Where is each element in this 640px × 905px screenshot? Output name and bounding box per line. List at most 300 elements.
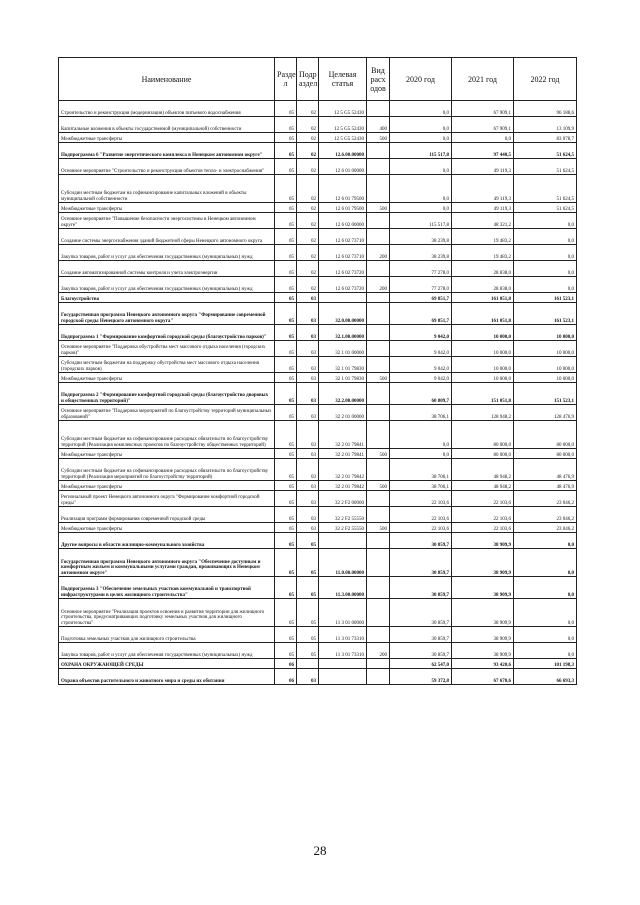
cell-vid <box>367 659 390 669</box>
table-row <box>59 481 577 491</box>
cell-target: 32 1 01 79830 <box>319 357 367 373</box>
cell-razdel: 05 <box>275 277 297 293</box>
cell-vid <box>367 459 390 481</box>
cell-razdel: 05 <box>275 325 297 341</box>
cell-2020: 0,0 <box>390 159 452 175</box>
cell-name: Закупка товаров, работ и услуг для обеспечения государственных (муниципальных) нужд <box>59 277 275 293</box>
cell-razdel: 05 <box>275 117 297 133</box>
cell-2022: 161 523,1 <box>514 293 577 303</box>
table-row <box>59 357 577 373</box>
cell-razdel: 05 <box>275 357 297 373</box>
cell-podrazdel: 02 <box>297 203 319 213</box>
table-row <box>59 303 577 325</box>
cell-2021: 10 000,0 <box>452 341 514 357</box>
cell-2022: 10 000,0 <box>514 373 577 383</box>
cell-razdel: 06 <box>275 659 297 669</box>
cell-razdel: 05 <box>275 383 297 405</box>
cell-2021: 161 051,8 <box>452 303 514 325</box>
cell-2020: 9 042,0 <box>390 373 452 383</box>
cell-2022: 80 000,0 <box>514 449 577 459</box>
cell-2022: 0,0 <box>514 549 577 577</box>
cell-vid <box>367 627 390 643</box>
cell-2021: 0,0 <box>452 133 514 143</box>
cell-razdel: 05 <box>275 491 297 507</box>
cell-name: Межбюджетные трансферты <box>59 449 275 459</box>
table-row <box>59 523 577 533</box>
cell-vid <box>367 549 390 577</box>
cell-2021: 38 909,9 <box>452 533 514 549</box>
page-number: 28 <box>313 843 327 858</box>
cell-podrazdel: 03 <box>297 523 319 533</box>
cell-razdel: 05 <box>275 101 297 117</box>
cell-razdel: 05 <box>275 229 297 245</box>
cell-2020: 0,0 <box>390 449 452 459</box>
cell-2021: 97 440,5 <box>452 143 514 159</box>
cell-name: Региональный проект Ненецкого автономного округа "Формирование комфортной городской среды" <box>59 491 275 507</box>
cell-target: 11.0.00.00000 <box>319 549 367 577</box>
cell-2020: 22 103,6 <box>390 507 452 523</box>
cell-razdel: 05 <box>275 213 297 229</box>
cell-name: Субсидии местным бюджетам на поддержку обустройства мест массового отдыха населения (городских парков) <box>59 357 275 373</box>
cell-2022: 0,0 <box>514 599 577 627</box>
cell-razdel: 06 <box>275 669 297 685</box>
cell-2020: 38 706,1 <box>390 405 452 421</box>
cell-target: 32 2 01 79842 <box>319 481 367 491</box>
cell-2020: 9 042,0 <box>390 357 452 373</box>
cell-podrazdel: 05 <box>297 577 319 599</box>
cell-vid: 200 <box>367 643 390 659</box>
cell-name: Основное мероприятие "Реализация проектов освоения и развития территории для жилищного строительства, предусматривающих подготовку земельных участков для жилищного строительства" <box>59 599 275 627</box>
cell-vid: 200 <box>367 245 390 261</box>
cell-podrazdel: 03 <box>297 383 319 405</box>
cell-name: Межбюджетные трансферты <box>59 133 275 143</box>
cell-podrazdel: 02 <box>297 229 319 245</box>
cell-2021: 10 000,0 <box>452 325 514 341</box>
cell-vid <box>367 405 390 421</box>
cell-target <box>319 533 367 549</box>
cell-vid: 500 <box>367 449 390 459</box>
cell-razdel: 05 <box>275 533 297 549</box>
cell-2021: 10 000,0 <box>452 357 514 373</box>
cell-2021: 38 909,9 <box>452 599 514 627</box>
cell-vid <box>367 101 390 117</box>
cell-2022: 48 476,9 <box>514 481 577 491</box>
cell-razdel: 05 <box>275 599 297 627</box>
cell-razdel: 05 <box>275 133 297 143</box>
table-row <box>59 175 577 203</box>
table-row <box>59 533 577 549</box>
table-row <box>59 325 577 341</box>
cell-podrazdel: 02 <box>297 143 319 159</box>
cell-2020: 30 859,7 <box>390 577 452 599</box>
cell-2022: 151 523,1 <box>514 383 577 405</box>
cell-razdel: 05 <box>275 175 297 203</box>
cell-target: 12 5 G5 52430 <box>319 117 367 133</box>
cell-vid: 500 <box>367 523 390 533</box>
cell-target: 12 6 01 79500 <box>319 175 367 203</box>
table-row <box>59 669 577 685</box>
cell-razdel: 05 <box>275 643 297 659</box>
cell-2020: 0,0 <box>390 117 452 133</box>
cell-podrazdel: 03 <box>297 293 319 303</box>
cell-target: 12 6 01 79500 <box>319 203 367 213</box>
cell-2022: 10 000,0 <box>514 325 577 341</box>
cell-podrazdel: 03 <box>297 459 319 481</box>
cell-razdel: 05 <box>275 159 297 175</box>
cell-2022: 101 198,3 <box>514 659 577 669</box>
cell-razdel: 05 <box>275 143 297 159</box>
cell-2020: 0,0 <box>390 421 452 449</box>
cell-vid <box>367 599 390 627</box>
cell-vid <box>367 533 390 549</box>
cell-podrazdel: 02 <box>297 261 319 277</box>
cell-podrazdel: 02 <box>297 277 319 293</box>
cell-vid <box>367 357 390 373</box>
cell-vid <box>367 507 390 523</box>
cell-2022: 161 523,1 <box>514 303 577 325</box>
cell-2020: 38 706,1 <box>390 481 452 491</box>
table-row <box>59 643 577 659</box>
cell-target: 11.3.00.00000 <box>319 577 367 599</box>
table-row <box>59 627 577 643</box>
cell-2022: 51 624,5 <box>514 159 577 175</box>
cell-podrazdel: 03 <box>297 507 319 523</box>
table-row <box>59 405 577 421</box>
cell-2021: 38 909,9 <box>452 627 514 643</box>
cell-2021: 49 119,3 <box>452 175 514 203</box>
cell-vid <box>367 383 390 405</box>
cell-2020: 30 859,7 <box>390 549 452 577</box>
cell-podrazdel: 05 <box>297 643 319 659</box>
cell-name: Государственная программа Ненецкого автономного округа "Обеспечение доступным и комфортным жильем и коммунальными услугами граждан, проживающих в Ненецком автономном округе" <box>59 549 275 577</box>
cell-2021: 67 909,1 <box>452 101 514 117</box>
cell-podrazdel <box>297 659 319 669</box>
cell-razdel: 05 <box>275 405 297 421</box>
cell-target: 32 2 01 79841 <box>319 421 367 449</box>
header-razdel: Разде л <box>275 58 297 101</box>
cell-2021: 49 119,3 <box>452 203 514 213</box>
cell-target: 12 6 02 73720 <box>319 261 367 277</box>
cell-target <box>319 293 367 303</box>
cell-vid <box>367 229 390 245</box>
table-row <box>59 203 577 213</box>
cell-2022: 128 476,9 <box>514 405 577 421</box>
cell-name: Благоустройство <box>59 293 275 303</box>
cell-target: 32 2 F2 55550 <box>319 523 367 533</box>
cell-vid <box>367 213 390 229</box>
cell-podrazdel: 02 <box>297 159 319 175</box>
cell-2021: 48 948,2 <box>452 459 514 481</box>
header-2022: 2022 год <box>514 58 577 101</box>
cell-podrazdel: 03 <box>297 357 319 373</box>
cell-target: 12 6 02 73720 <box>319 277 367 293</box>
cell-target: 12 6 01 00000 <box>319 159 367 175</box>
table-row <box>59 159 577 175</box>
cell-2021: 80 000,0 <box>452 449 514 459</box>
cell-2021: 22 103,6 <box>452 523 514 533</box>
cell-2022: 10 000,0 <box>514 357 577 373</box>
cell-target: 12 6 02 73710 <box>319 229 367 245</box>
cell-2021: 22 103,6 <box>452 491 514 507</box>
cell-name: Подпрограмма 6 "Развитие энергетического комплекса в Ненецком автономном округе" <box>59 143 275 159</box>
cell-podrazdel: 02 <box>297 117 319 133</box>
cell-target <box>319 669 367 685</box>
cell-2020: 0,0 <box>390 101 452 117</box>
cell-2021: 80 000,0 <box>452 421 514 449</box>
table-row <box>59 599 577 627</box>
cell-2022: 51 624,5 <box>514 203 577 213</box>
cell-podrazdel: 03 <box>297 421 319 449</box>
cell-2020: 69 851,7 <box>390 303 452 325</box>
cell-2021: 48 321,2 <box>452 213 514 229</box>
cell-vid: 500 <box>367 373 390 383</box>
cell-2021: 161 051,8 <box>452 293 514 303</box>
cell-target: 32 2 F2 55550 <box>319 507 367 523</box>
cell-vid <box>367 577 390 599</box>
cell-name: Субсидии местным бюджетам на софинансирование капитальных вложений в объекты муниципальной собственности <box>59 175 275 203</box>
cell-2022: 83 078,7 <box>514 133 577 143</box>
cell-vid <box>367 175 390 203</box>
cell-2021: 22 103,6 <box>452 507 514 523</box>
cell-razdel: 05 <box>275 421 297 449</box>
cell-name: Создание системы энергоснабжения зданий бюджетной сферы Ненецкого автономного округа <box>59 229 275 245</box>
table-row <box>59 421 577 449</box>
cell-2020: 115 517,8 <box>390 213 452 229</box>
header-podrazdel: Подр аздел <box>297 58 319 101</box>
cell-podrazdel: 03 <box>297 325 319 341</box>
table-row <box>59 133 577 143</box>
header-2021: 2021 год <box>452 58 514 101</box>
table-row <box>59 577 577 599</box>
table-row <box>59 341 577 357</box>
cell-2022: 23 046,2 <box>514 491 577 507</box>
cell-2021: 19 483,2 <box>452 229 514 245</box>
cell-2022: 96 188,6 <box>514 101 577 117</box>
cell-target: 32 1 01 79830 <box>319 373 367 383</box>
cell-vid: 500 <box>367 481 390 491</box>
cell-name: Подпрограмма 1 "Формирование комфортной городской среды (благоустройство парков)" <box>59 325 275 341</box>
cell-2020: 30 859,7 <box>390 627 452 643</box>
table-row <box>59 245 577 261</box>
cell-2022: 0,0 <box>514 643 577 659</box>
cell-vid <box>367 491 390 507</box>
cell-vid <box>367 143 390 159</box>
table-row <box>59 459 577 481</box>
cell-2020: 69 851,7 <box>390 293 452 303</box>
cell-2021: 28 838,0 <box>452 261 514 277</box>
cell-2020: 77 278,0 <box>390 261 452 277</box>
cell-2020: 60 809,7 <box>390 383 452 405</box>
cell-2020: 77 278,0 <box>390 277 452 293</box>
cell-name: Субсидии местным бюджетам на софинансирование расходных обязательств по благоустройству территорий (Реализация комплексных проектов по благоустройству общественных территорий) <box>59 421 275 449</box>
cell-2020: 38 706,1 <box>390 459 452 481</box>
cell-2021: 38 909,9 <box>452 577 514 599</box>
cell-name: Основное мероприятие "Поддержка мероприятий по благоустройству территорий муниципальных образований" <box>59 405 275 421</box>
cell-vid <box>367 261 390 277</box>
cell-razdel: 05 <box>275 261 297 277</box>
cell-name: Межбюджетные трансферты <box>59 481 275 491</box>
cell-name: Строительство и реконструкция (модернизация) объектов питьевого водоснабжения <box>59 101 275 117</box>
cell-razdel: 05 <box>275 577 297 599</box>
cell-2022: 10 000,0 <box>514 341 577 357</box>
cell-2021: 38 909,9 <box>452 549 514 577</box>
cell-target: 12 5 G5 52430 <box>319 133 367 143</box>
cell-target: 32.2.00.00000 <box>319 383 367 405</box>
cell-razdel: 05 <box>275 303 297 325</box>
cell-2020: 38 239,8 <box>390 245 452 261</box>
cell-target: 11 3 01 73310 <box>319 627 367 643</box>
cell-2020: 38 239,8 <box>390 229 452 245</box>
cell-razdel: 05 <box>275 481 297 491</box>
cell-target: 32 1 01 00000 <box>319 341 367 357</box>
cell-vid <box>367 669 390 685</box>
cell-name: Другие вопросы в области жилищно-коммунального хозяйства <box>59 533 275 549</box>
cell-razdel: 05 <box>275 507 297 523</box>
cell-podrazdel: 03 <box>297 491 319 507</box>
cell-2022: 66 693,3 <box>514 669 577 685</box>
cell-name: Государственная программа Ненецкого автономного округа "Формирование современной городской среды Ненецкого автономного округа" <box>59 303 275 325</box>
cell-2020: 59 372,8 <box>390 669 452 685</box>
cell-target: 11 3 01 00000 <box>319 599 367 627</box>
cell-name: Субсидии местным бюджетам на софинансирование расходных обязательств по благоустройству территорий (Реализация мероприятий по благоустройству территорий) <box>59 459 275 481</box>
cell-razdel: 05 <box>275 203 297 213</box>
cell-vid: 500 <box>367 203 390 213</box>
cell-2020: 0,0 <box>390 133 452 143</box>
cell-name: Создание автоматизированной системы контроля и учета электроэнергии <box>59 261 275 277</box>
cell-name: Реализация программ формирования современной городской среды <box>59 507 275 523</box>
cell-name: Межбюджетные трансферты <box>59 373 275 383</box>
cell-razdel: 05 <box>275 627 297 643</box>
cell-target: 12 6 02 73710 <box>319 245 367 261</box>
cell-razdel: 05 <box>275 373 297 383</box>
header-name: Наименование <box>59 58 275 101</box>
cell-name: Основное мероприятие "Поддержка обустройства мест массового отдыха населения (городских парков)" <box>59 341 275 357</box>
cell-2022: 0,0 <box>514 533 577 549</box>
cell-target: 32 2 01 79841 <box>319 449 367 459</box>
table-row <box>59 659 577 669</box>
cell-razdel: 05 <box>275 523 297 533</box>
table-row <box>59 491 577 507</box>
cell-2020: 30 859,7 <box>390 643 452 659</box>
cell-2021: 67 909,1 <box>452 117 514 133</box>
cell-razdel: 05 <box>275 449 297 459</box>
cell-vid <box>367 159 390 175</box>
cell-name: Межбюджетные трансферты <box>59 523 275 533</box>
cell-podrazdel: 05 <box>297 627 319 643</box>
cell-vid <box>367 303 390 325</box>
cell-target <box>319 659 367 669</box>
cell-podrazdel: 05 <box>297 533 319 549</box>
cell-vid <box>367 293 390 303</box>
cell-2022: 51 624,5 <box>514 175 577 203</box>
cell-2021: 19 483,2 <box>452 245 514 261</box>
header-vid: Вид расх одов <box>367 58 390 101</box>
cell-target: 32.1.00.00000 <box>319 325 367 341</box>
cell-vid: 200 <box>367 277 390 293</box>
budget-table <box>58 57 577 685</box>
table-body <box>59 101 577 685</box>
cell-2020: 30 859,7 <box>390 533 452 549</box>
cell-target: 32.0.00.00000 <box>319 303 367 325</box>
table-row <box>59 383 577 405</box>
cell-2022: 23 046,2 <box>514 507 577 523</box>
cell-2021: 67 670,6 <box>452 669 514 685</box>
table-row <box>59 549 577 577</box>
table-row <box>59 277 577 293</box>
header-2020: 2020 год <box>390 58 452 101</box>
cell-podrazdel: 03 <box>297 449 319 459</box>
cell-podrazdel: 03 <box>297 303 319 325</box>
cell-podrazdel: 02 <box>297 101 319 117</box>
cell-podrazdel: 03 <box>297 669 319 685</box>
cell-2020: 0,0 <box>390 203 452 213</box>
cell-2020: 22 103,6 <box>390 523 452 533</box>
cell-2021: 49 119,3 <box>452 159 514 175</box>
cell-2022: 51 624,5 <box>514 143 577 159</box>
cell-2022: 80 000,0 <box>514 421 577 449</box>
cell-target: 12 6 02 00000 <box>319 213 367 229</box>
cell-razdel: 05 <box>275 549 297 577</box>
cell-podrazdel: 02 <box>297 245 319 261</box>
table-row <box>59 449 577 459</box>
cell-name: Капитальные вложения в объекты государственной (муниципальной) собственности <box>59 117 275 133</box>
table-header-row <box>59 58 577 101</box>
cell-podrazdel: 02 <box>297 213 319 229</box>
cell-2020: 9 042,0 <box>390 325 452 341</box>
cell-2022: 0,0 <box>514 627 577 643</box>
cell-vid <box>367 421 390 449</box>
table-row <box>59 117 577 133</box>
cell-2021: 38 909,9 <box>452 643 514 659</box>
cell-2022: 48 476,9 <box>514 459 577 481</box>
cell-vid: 400 <box>367 117 390 133</box>
cell-name: Подготовка земельных участков для жилищного строительства <box>59 627 275 643</box>
cell-2020: 30 859,7 <box>390 599 452 627</box>
table-row <box>59 213 577 229</box>
cell-podrazdel: 05 <box>297 549 319 577</box>
cell-name: Закупка товаров, работ и услуг для обеспечения государственных (муниципальных) нужд <box>59 643 275 659</box>
cell-podrazdel: 03 <box>297 481 319 491</box>
cell-name: ОХРАНА ОКРУЖАЮЩЕЙ СРЕДЫ <box>59 659 275 669</box>
cell-name: Подпрограмма 3 "Обеспечение земельных участков коммунальной и транспортной инфраструктурами в целях жилищного строительства" <box>59 577 275 599</box>
cell-podrazdel: 02 <box>297 133 319 143</box>
cell-vid <box>367 341 390 357</box>
cell-razdel: 05 <box>275 341 297 357</box>
cell-podrazdel: 03 <box>297 373 319 383</box>
cell-2022: 0,0 <box>514 213 577 229</box>
cell-2021: 10 000,0 <box>452 373 514 383</box>
cell-vid <box>367 325 390 341</box>
cell-2022: 0,0 <box>514 261 577 277</box>
cell-target: 12 5 G5 52430 <box>319 101 367 117</box>
cell-2021: 93 420,6 <box>452 659 514 669</box>
cell-target: 11 3 01 73310 <box>319 643 367 659</box>
cell-2022: 23 046,2 <box>514 523 577 533</box>
cell-vid: 500 <box>367 133 390 143</box>
cell-2022: 0,0 <box>514 245 577 261</box>
header-target: Целевая статья <box>319 58 367 101</box>
table-row <box>59 293 577 303</box>
cell-name: Подпрограмма 2 "Формирование комфортной городской среды (благоустройство дворовых и общественных территорий)" <box>59 383 275 405</box>
cell-2020: 0,0 <box>390 175 452 203</box>
cell-podrazdel: 05 <box>297 599 319 627</box>
cell-2021: 128 948,2 <box>452 405 514 421</box>
table-row <box>59 101 577 117</box>
cell-2021: 48 948,2 <box>452 481 514 491</box>
table-row <box>59 507 577 523</box>
cell-name: Охрана объектов растительного и животного мира и среды их обитания <box>59 669 275 685</box>
cell-target: 32 2 01 00000 <box>319 405 367 421</box>
